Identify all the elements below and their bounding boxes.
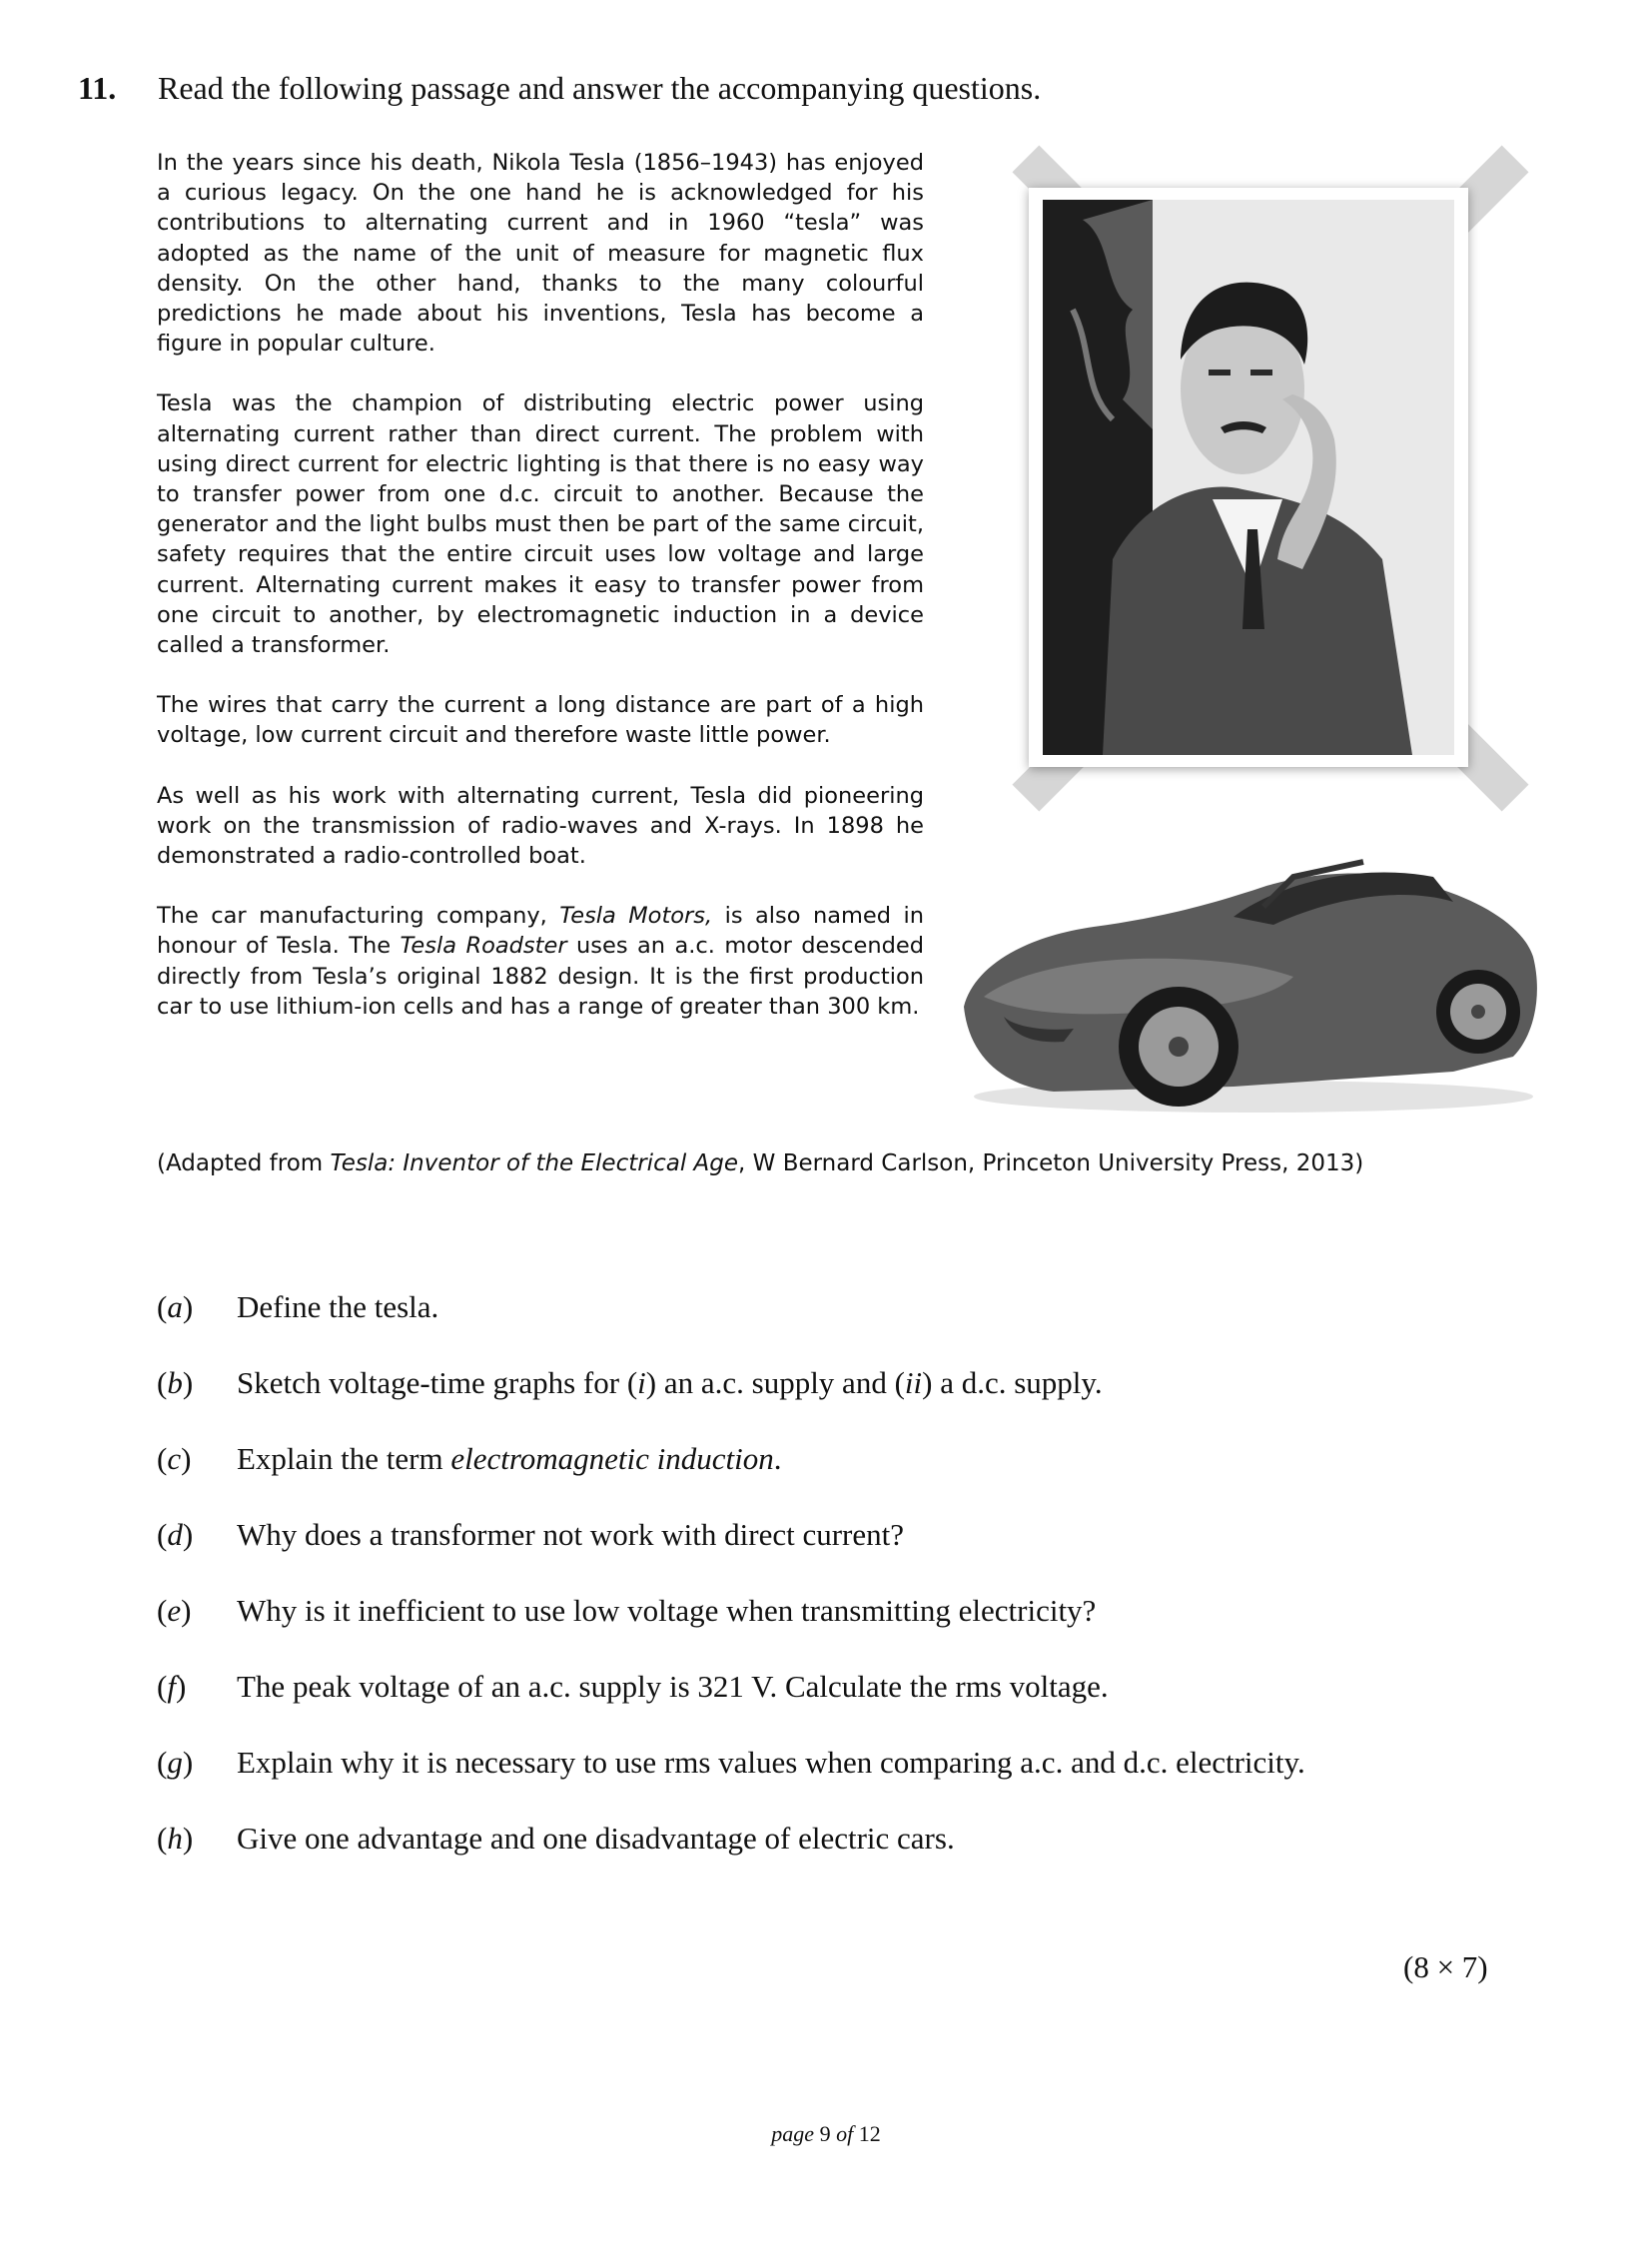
- part-text: [237, 1440, 782, 1478]
- part-letter: f: [167, 1669, 176, 1704]
- part-label: (f): [157, 1669, 187, 1704]
- part-text: [237, 1592, 1096, 1630]
- part-text-segment: Define the tesla.: [237, 1289, 439, 1324]
- part-letter: d: [167, 1517, 183, 1552]
- part-text: [237, 1288, 438, 1326]
- passage-text: uses an a.c. motor descended directly from Tesla’s original 1882 design. It is the first production car to use lithium-ion cells and has a range of greater than 300 km.: [157, 933, 924, 1020]
- part-label: (d): [157, 1517, 194, 1552]
- footer-page-word: page: [771, 2121, 815, 2146]
- part-letter: a: [167, 1289, 183, 1324]
- car-model-name: Tesla Roadster: [400, 933, 567, 960]
- footer-page-number: 9: [819, 2121, 831, 2146]
- page-footer: [0, 2121, 1652, 2147]
- part-text: [237, 1820, 955, 1858]
- source-citation: [157, 1148, 1363, 1178]
- passage-paragraph-1: In the years since his death, Nikola Tesla (1856–1943) has enjoyed a curious legacy. On the one hand he is acknowledged for his contributions to alternating current and in 1960 “tesla” was adopted as the name of the unit of measure for magnetic flux density. On the other hand, thanks to the many colourful predictions he made about his inventions, Tesla has become a figure in popular culture.: [157, 150, 924, 358]
- part-label: (a): [157, 1289, 194, 1324]
- part-label: (e): [157, 1593, 192, 1628]
- passage-paragraph-2: Tesla was the champion of distributing electric power using alternating current rather than direct current. The problem with using direct current for electric lighting is that there is no easy way to transfer power from one d.c. circuit to another. Because the generator and the light bulbs must then be part of the same circuit, safety requires that the entire circuit uses low voltage and large current. Alternating current makes it easy to transfer power from one circuit to another, by electromagnetic induction in a device called a transformer.: [157, 390, 924, 659]
- portrait-illustration: [1043, 200, 1454, 755]
- part-text-segment: ) an a.c. supply and (: [645, 1365, 905, 1400]
- part-text-segment: Sketch voltage-time graphs for (: [237, 1365, 638, 1400]
- part-text-italic: i: [637, 1365, 646, 1400]
- part-text-segment: The peak voltage of an a.c. supply is 321 V. Calculate the rms voltage.: [237, 1669, 1109, 1704]
- part-text-segment: Give one advantage and one disadvantage of electric cars.: [237, 1821, 955, 1856]
- tesla-portrait-figure: [991, 160, 1550, 819]
- part-text: [237, 1516, 904, 1554]
- part-text: [237, 1744, 1305, 1782]
- company-name: Tesla Motors,: [559, 903, 713, 930]
- part-text-segment: Why is it inefficient to use low voltage when transmitting electricity?: [237, 1593, 1097, 1628]
- marks-allocation: (8 × 7): [1403, 1949, 1488, 1984]
- passage-paragraph-3: The wires that carry the current a long distance are part of a high voltage, low current circuit and therefore waste little power.: [157, 692, 924, 749]
- part-text-segment: Explain the term: [237, 1441, 451, 1476]
- citation-text: , W Bernard Carlson, Princeton University Press, 2013): [738, 1150, 1364, 1176]
- passage-text: The car manufacturing company,: [157, 903, 560, 930]
- part-text-segment: Why does a transformer not work with direct current?: [237, 1517, 904, 1552]
- part-label: (h): [157, 1821, 194, 1856]
- part-letter: c: [167, 1441, 182, 1476]
- part-letter: e: [167, 1593, 182, 1628]
- citation-text: (Adapted from: [157, 1150, 331, 1176]
- passage: [157, 148, 924, 1052]
- tesla-roadster-figure: [934, 847, 1553, 1126]
- tesla-roadster-image: [934, 847, 1553, 1126]
- part-text-segment: .: [773, 1441, 782, 1476]
- part-text: [237, 1668, 1109, 1706]
- passage-paragraph-4: As well as his work with alternating current, Tesla did pioneering work on the transmission of radio-waves and X-rays. In 1898 he demonstrated a radio-controlled boat.: [157, 782, 924, 870]
- part-text-italic: electromagnetic induction: [450, 1441, 774, 1476]
- book-title: Tesla: Inventor of the Electrical Age: [330, 1150, 739, 1176]
- question-instruction: Read the following passage and answer the accompanying questions.: [158, 70, 1042, 106]
- part-text-italic: ii: [904, 1365, 923, 1400]
- part-text-segment: Explain why it is necessary to use rms values when comparing a.c. and d.c. electricity.: [237, 1745, 1305, 1780]
- part-text-segment: ) a d.c. supply.: [922, 1365, 1103, 1400]
- passage-paragraph-5: [157, 901, 924, 1022]
- footer-of-word: of: [836, 2121, 854, 2146]
- part-letter: b: [167, 1365, 183, 1400]
- question-number: 11.: [78, 70, 117, 106]
- part-label: (g): [157, 1745, 194, 1780]
- tesla-portrait-image: [1043, 200, 1454, 755]
- part-label: (b): [157, 1365, 194, 1400]
- photo-frame: [1029, 188, 1468, 767]
- part-label: (c): [157, 1441, 192, 1476]
- part-text: [237, 1364, 1103, 1402]
- part-letter: h: [167, 1821, 183, 1856]
- footer-total-pages: 12: [858, 2121, 881, 2146]
- part-letter: g: [167, 1745, 183, 1780]
- passage-text: is also named in honour of Tesla. The: [157, 903, 924, 960]
